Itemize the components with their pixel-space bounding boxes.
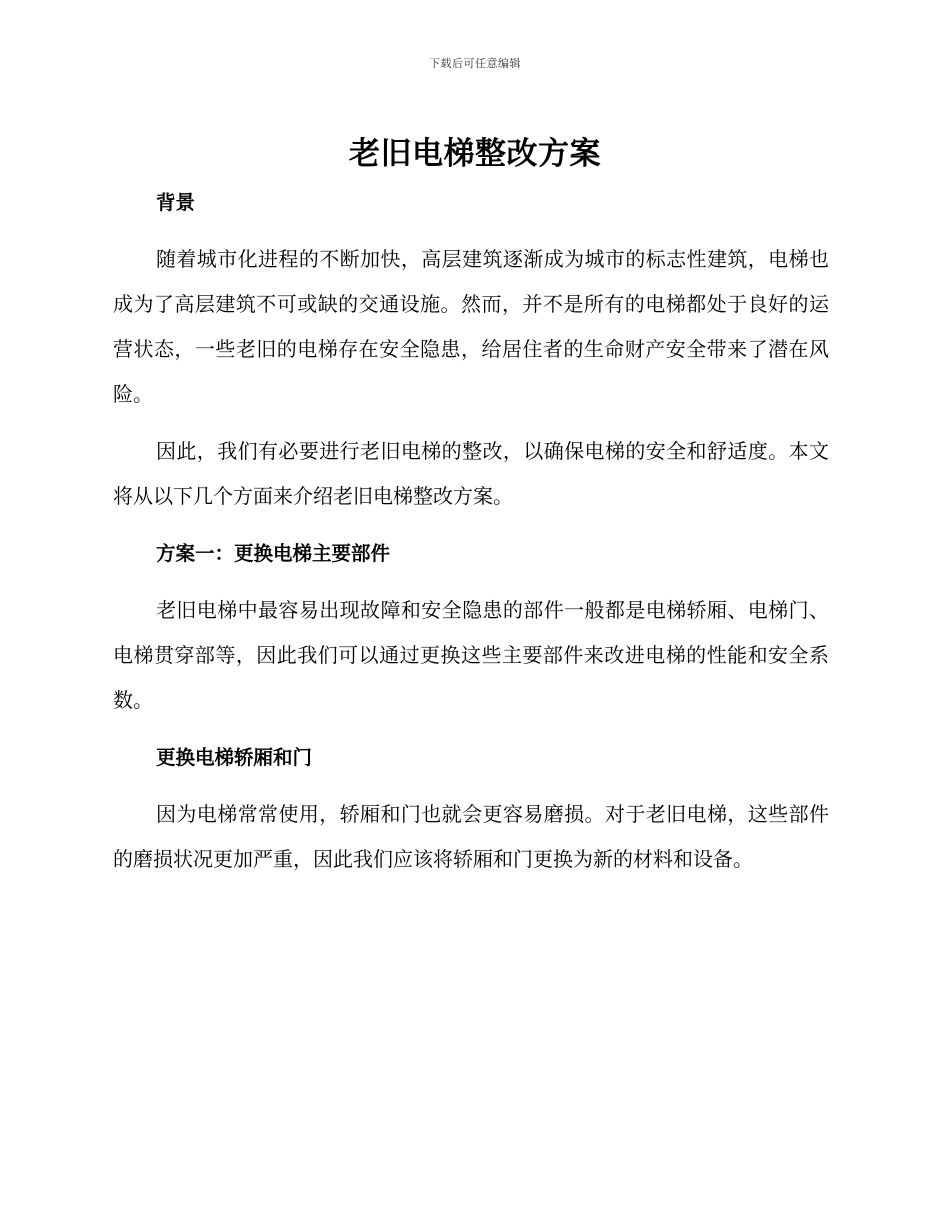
section-heading: 更换电梯轿厢和门 [156, 746, 313, 769]
document-body [113, 180, 829, 882]
section-background [113, 180, 829, 519]
section-replace-car-and-door [113, 735, 829, 882]
document-title: 老旧电梯整改方案 [349, 136, 601, 172]
body-paragraph: 因此，我们有必要进行老旧电梯的整改，以确保电梯的安全和舒适度。本文将从以下几个方面来介绍老旧电梯整改方案。 [113, 439, 829, 508]
page-header-note: 下载后可任意编辑 [429, 57, 521, 70]
section-plan-one [113, 531, 829, 723]
section-heading: 背景 [156, 191, 196, 214]
section-heading: 方案一：更换电梯主要部件 [156, 542, 391, 565]
body-paragraph: 因为电梯常常使用，轿厢和门也就会更容易磨损。对于老旧电梯，这些部件的磨损状况更加严重，因此我们应该将轿厢和门更换为新的材料和设备。 [113, 802, 829, 871]
body-paragraph: 老旧电梯中最容易出现故障和安全隐患的部件一般都是电梯轿厢、电梯门、电梯贯穿部等，因此我们可以通过更换这些主要部件来改进电梯的性能和安全系数。 [113, 598, 829, 712]
body-paragraph: 随着城市化进程的不断加快，高层建筑逐渐成为城市的标志性建筑，电梯也成为了高层建筑不可或缺的交通设施。然而，并不是所有的电梯都处于良好的运营状态，一些老旧的电梯存在安全隐患，给居住者的生命财产安全带来了潜在风险。 [113, 247, 829, 406]
